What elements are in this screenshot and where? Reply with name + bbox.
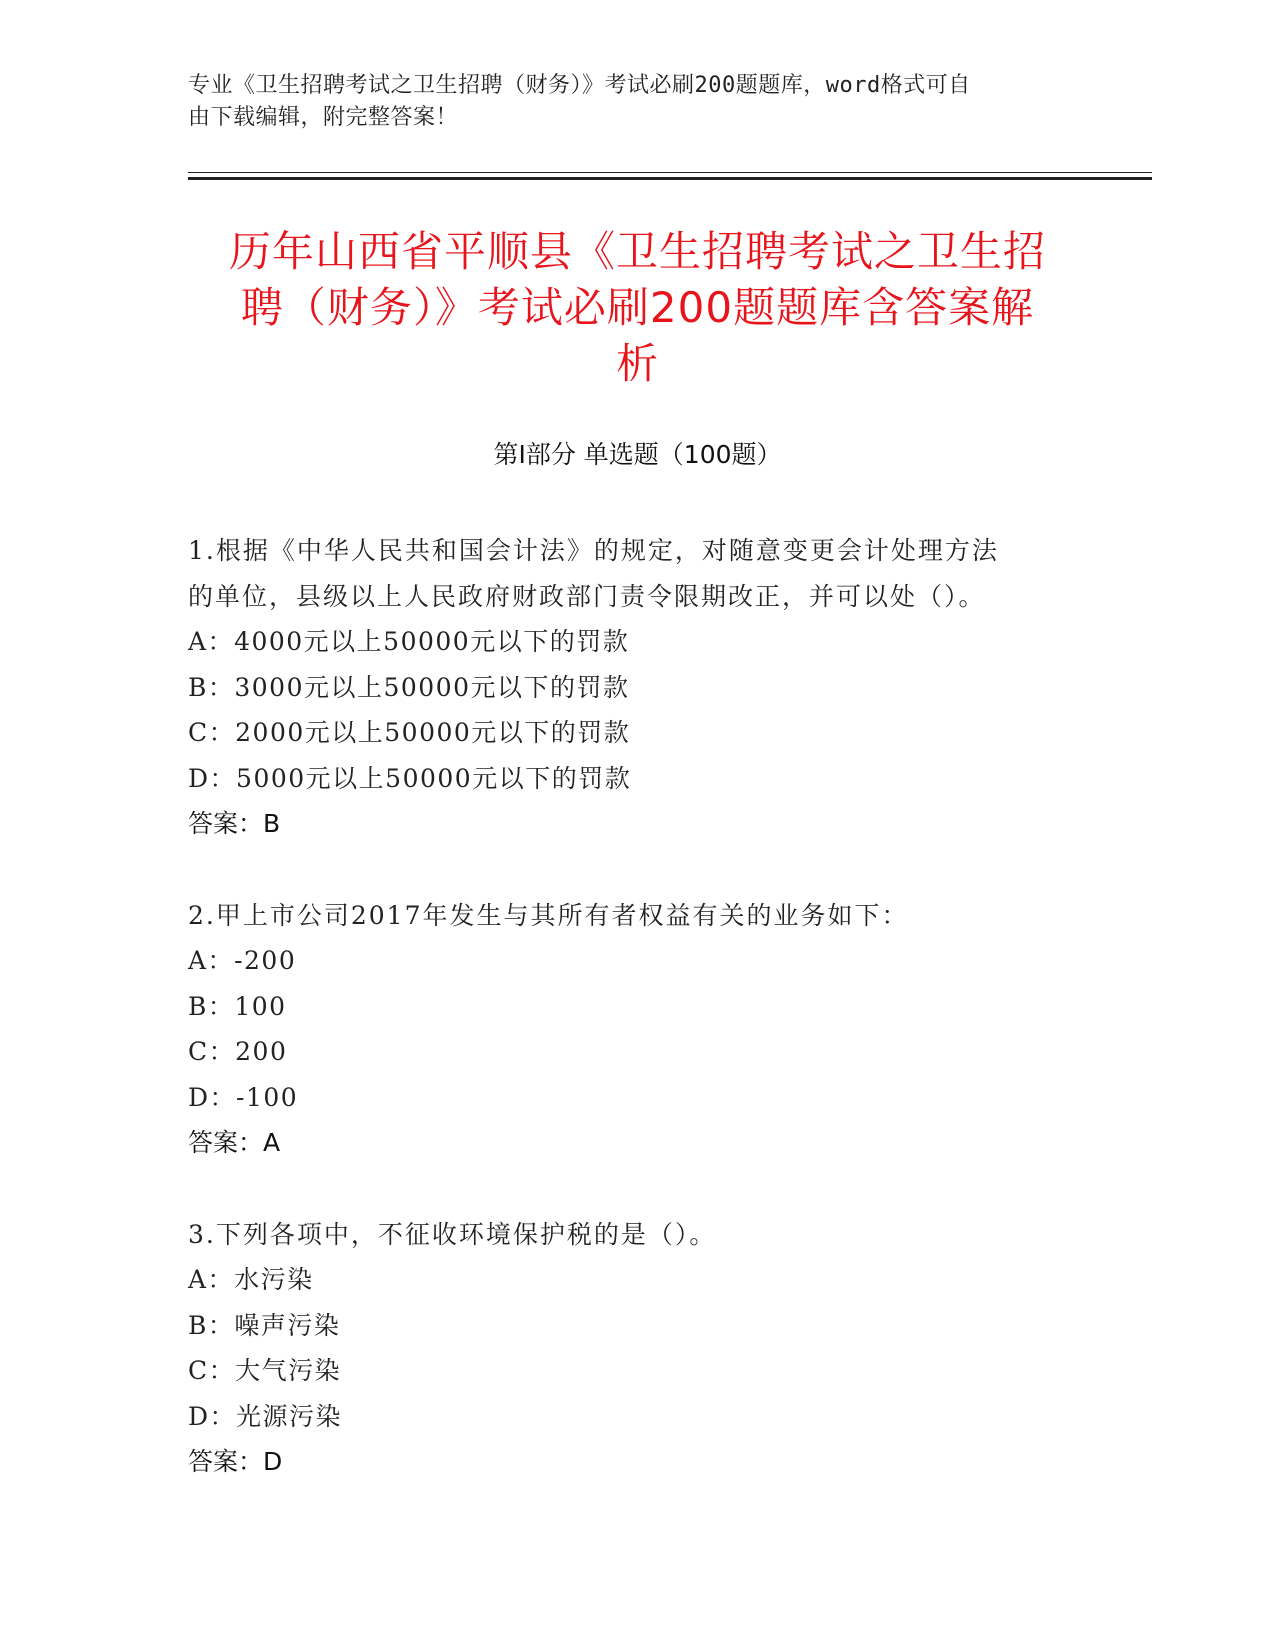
option-text: 4000元以上50000元以下的罚款 (234, 627, 630, 656)
option-text: 100 (234, 991, 287, 1021)
option-a (188, 1257, 1068, 1303)
option-key: A： (188, 1265, 235, 1294)
question-stem: 的单位，县级以上人民政府财政部门责令限期改正，并可以处（）。 (188, 581, 986, 611)
title-line: 聘（财务）》考试必刷200题题库含答案解 (240, 283, 1035, 332)
option-key: A： (188, 946, 235, 975)
option-b (188, 984, 1068, 1030)
answer-line: 答案：A (188, 1128, 281, 1157)
option-key: D： (188, 1082, 237, 1112)
option-d (188, 1394, 1068, 1440)
title-line: 历年山西省平顺县《卫生招聘考试之卫生招 (228, 227, 1046, 276)
option-b (188, 1303, 1068, 1349)
option-text: 噪声污染 (234, 1310, 341, 1340)
option-a (188, 938, 1068, 984)
option-key: C： (188, 718, 236, 747)
option-key: B： (188, 1310, 235, 1340)
question-stem: 3.下列各项中，不征收环境保护税的是（）。 (188, 1219, 717, 1249)
option-text: 5000元以上50000元以下的罚款 (236, 763, 632, 793)
question-3 (188, 1212, 1068, 1485)
question-stem: 1.根据《中华人民共和国会计法》的规定，对随意变更会计处理方法 (188, 536, 999, 565)
question-1 (188, 528, 1068, 847)
option-a (188, 619, 1068, 665)
question-stem: 2.甲上市公司2017年发生与其所有者权益有关的业务如下： (188, 900, 909, 930)
header-note-line: 由下载编辑，附完整答案！ (188, 105, 459, 130)
option-text: 2000元以上50000元以下的罚款 (235, 718, 631, 747)
option-text: -200 (234, 946, 297, 975)
header-note-line: 专业《卫生招聘考试之卫生招聘（财务）》考试必刷200题题库，word格式可自 (188, 73, 971, 98)
question-2 (188, 893, 1068, 1166)
option-b (188, 665, 1068, 711)
option-text: 大气污染 (235, 1356, 342, 1385)
option-text: 3000元以上50000元以下的罚款 (234, 672, 630, 702)
option-c (188, 1348, 1068, 1394)
question-list (188, 528, 1068, 1531)
option-key: C： (188, 1037, 236, 1066)
option-key: B： (188, 672, 235, 702)
option-key: B： (188, 991, 235, 1021)
option-key: C： (188, 1356, 236, 1385)
answer-line: 答案：B (188, 809, 281, 838)
option-d (188, 1075, 1068, 1121)
option-text: -100 (236, 1082, 299, 1112)
option-key: A： (188, 627, 235, 656)
option-c (188, 710, 1068, 756)
option-text: 水污染 (234, 1265, 314, 1294)
option-text: 光源污染 (236, 1401, 343, 1431)
option-c (188, 1029, 1068, 1075)
option-text: 200 (235, 1037, 288, 1066)
header-divider-thin (188, 172, 1152, 173)
header-divider-thick (188, 177, 1152, 180)
answer-line: 答案：D (188, 1447, 283, 1476)
title-line: 析 (615, 339, 659, 388)
option-key: D： (188, 763, 237, 793)
section-title: 第Ⅰ部分 单选题（100题） (493, 440, 782, 469)
option-key: D： (188, 1401, 237, 1431)
header-note (188, 70, 1068, 134)
option-d (188, 756, 1068, 802)
document-title (180, 224, 1095, 392)
